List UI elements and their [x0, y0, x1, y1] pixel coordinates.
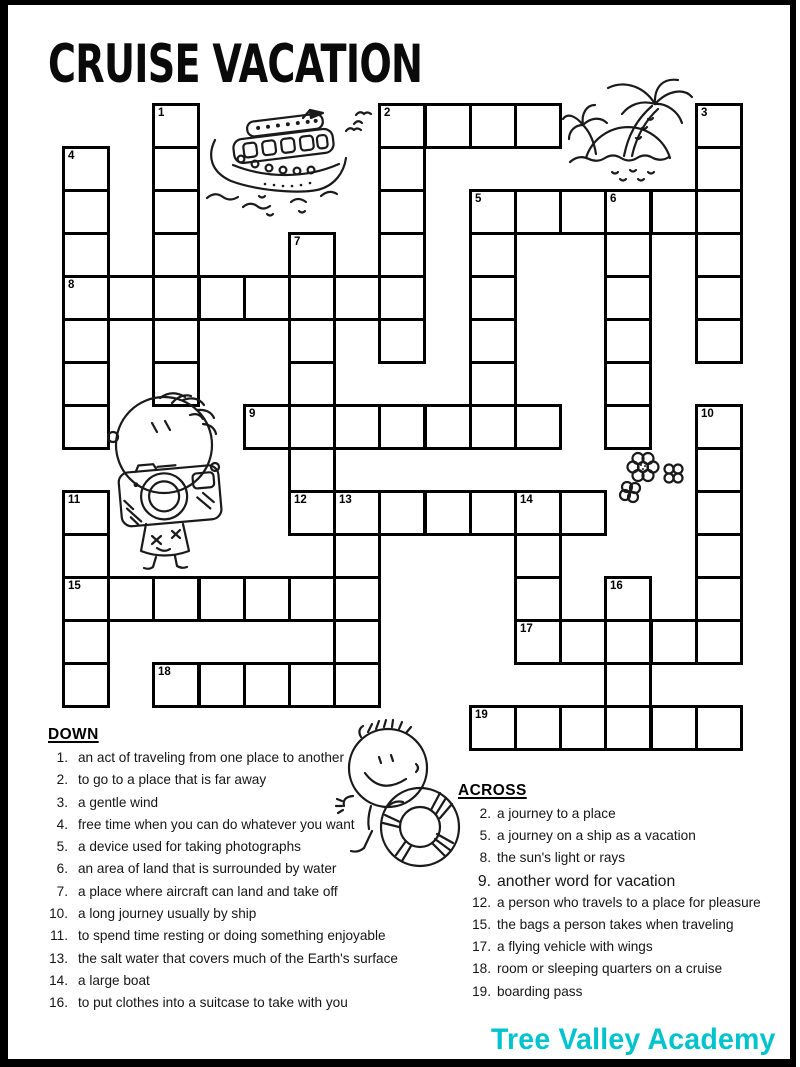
brand-footer: Tree Valley Academy — [491, 1023, 776, 1056]
island-illustration — [562, 76, 694, 184]
grid-cell[interactable] — [152, 146, 200, 192]
grid-cell[interactable] — [469, 361, 517, 407]
grid-cell[interactable] — [333, 533, 381, 579]
down-clues-section — [48, 726, 416, 1018]
clue-number: 2. — [56, 772, 68, 788]
grid-cell[interactable] — [514, 705, 562, 751]
grid-cell[interactable] — [604, 619, 652, 665]
grid-cell[interactable] — [514, 189, 562, 235]
grid-cell[interactable] — [198, 576, 246, 622]
clue-item — [48, 995, 416, 1017]
grid-cell[interactable] — [152, 103, 200, 149]
clue-text: to put clothes into a suitcase to take with you — [78, 995, 348, 1011]
cell-number: 3 — [701, 107, 708, 119]
camera-kid-illustration — [100, 381, 242, 571]
grid-cell[interactable] — [333, 275, 381, 321]
grid-cell[interactable] — [604, 232, 652, 278]
grid-cell[interactable] — [424, 103, 472, 149]
cell-number: 7 — [294, 236, 301, 248]
clue-text: a device used for taking photographs — [78, 839, 301, 855]
grid-cell[interactable] — [469, 103, 517, 149]
clue-text: free time when you can do whatever you want — [78, 816, 355, 832]
grid-cell[interactable] — [695, 189, 743, 235]
grid-cell[interactable] — [378, 490, 426, 536]
grid-cell[interactable] — [198, 662, 246, 708]
grid-cell[interactable] — [695, 275, 743, 321]
grid-cell[interactable] — [288, 662, 336, 708]
grid-cell[interactable] — [152, 189, 200, 235]
grid-cell[interactable] — [152, 318, 200, 364]
grid-cell[interactable] — [695, 103, 743, 149]
grid-cell[interactable] — [107, 576, 155, 622]
cell-number: 13 — [339, 494, 352, 506]
grid-cell[interactable] — [695, 232, 743, 278]
clue-number: 10. — [49, 906, 68, 922]
grid-cell[interactable] — [378, 103, 426, 149]
grid-cell[interactable] — [62, 662, 110, 708]
grid-cell[interactable] — [243, 275, 291, 321]
grid-cell[interactable] — [378, 232, 426, 278]
clue-number: 9. — [477, 872, 491, 890]
grid-cell[interactable] — [695, 318, 743, 364]
clue-item — [48, 772, 416, 794]
cell-number: 5 — [475, 193, 482, 205]
clue-text: boarding pass — [497, 983, 583, 999]
grid-cell[interactable] — [469, 490, 517, 536]
clue-text: a journey to a place — [497, 806, 616, 821]
down-clue-list — [48, 750, 416, 1018]
grid-cell[interactable] — [604, 404, 652, 450]
grid-cell[interactable] — [288, 447, 336, 493]
grid-cell[interactable] — [559, 619, 607, 665]
clue-text: the bags a person takes when traveling — [497, 916, 734, 932]
clue-item — [458, 984, 792, 1006]
clue-text: a gentle wind — [78, 794, 159, 810]
grid-cell[interactable] — [604, 275, 652, 321]
grid-cell[interactable] — [514, 103, 562, 149]
clue-item — [48, 906, 416, 928]
cell-number: 17 — [520, 623, 533, 635]
grid-cell[interactable] — [424, 490, 472, 536]
clue-text: the salt water that covers much of the Earth's surface — [78, 950, 398, 966]
clue-number: 18. — [472, 961, 491, 977]
grid-cell[interactable] — [469, 705, 517, 751]
clue-text: to spend time resting or doing something enjoyable — [78, 928, 386, 944]
clue-number: 16. — [49, 995, 68, 1011]
grid-cell[interactable] — [243, 662, 291, 708]
grid-cell[interactable] — [152, 275, 200, 321]
grid-cell[interactable] — [604, 705, 652, 751]
grid-cell[interactable] — [469, 318, 517, 364]
grid-cell[interactable] — [62, 189, 110, 235]
grid-cell[interactable] — [62, 232, 110, 278]
grid-cell[interactable] — [559, 189, 607, 235]
grid-cell[interactable] — [695, 447, 743, 493]
grid-cell[interactable] — [62, 318, 110, 364]
grid-cell[interactable] — [695, 705, 743, 751]
grid-cell[interactable] — [62, 275, 110, 321]
grid-cell[interactable] — [152, 576, 200, 622]
grid-cell[interactable] — [198, 275, 246, 321]
across-clue-list — [458, 806, 792, 1006]
clue-text: a journey on a ship as a vacation — [497, 828, 696, 844]
grid-cell[interactable] — [333, 662, 381, 708]
grid-cell[interactable] — [62, 619, 110, 665]
grid-cell[interactable] — [424, 404, 472, 450]
clue-item — [48, 928, 416, 950]
grid-cell[interactable] — [469, 275, 517, 321]
grid-cell[interactable] — [514, 576, 562, 622]
grid-cell[interactable] — [62, 146, 110, 192]
birds-icon — [344, 110, 374, 138]
clue-item — [48, 861, 416, 883]
clue-number: 3. — [56, 794, 68, 810]
grid-cell[interactable] — [333, 619, 381, 665]
grid-cell[interactable] — [514, 533, 562, 579]
clue-number: 17. — [472, 939, 491, 955]
grid-cell[interactable] — [288, 275, 336, 321]
grid-cell[interactable] — [695, 490, 743, 536]
grid-cell[interactable] — [62, 576, 110, 622]
clue-number: 8. — [479, 850, 491, 866]
clue-item — [458, 961, 792, 983]
clue-text: a place where aircraft can land and take off — [78, 883, 338, 899]
grid-cell[interactable] — [514, 490, 562, 536]
grid-cell[interactable] — [514, 404, 562, 450]
grid-cell[interactable] — [604, 361, 652, 407]
grid-cell[interactable] — [695, 146, 743, 192]
clue-number: 4. — [56, 816, 68, 832]
grid-cell[interactable] — [333, 576, 381, 622]
grid-cell[interactable] — [243, 576, 291, 622]
grid-cell[interactable] — [604, 662, 652, 708]
grid-cell[interactable] — [288, 576, 336, 622]
clue-item — [458, 828, 792, 850]
clue-number: 19. — [472, 983, 491, 999]
grid-cell[interactable] — [378, 189, 426, 235]
clue-text: an area of land that is surrounded by water — [78, 861, 337, 877]
grid-cell[interactable] — [469, 189, 517, 235]
grid-cell[interactable] — [288, 318, 336, 364]
flowers-illustration — [616, 450, 684, 504]
clue-number: 13. — [49, 950, 68, 966]
grid-cell[interactable] — [695, 576, 743, 622]
grid-cell[interactable] — [378, 275, 426, 321]
cell-number: 15 — [68, 580, 81, 592]
page-title: CRUISE VACATION — [48, 34, 423, 95]
grid-cell[interactable] — [107, 275, 155, 321]
cell-number: 2 — [384, 107, 391, 119]
clue-number: 5. — [56, 839, 68, 855]
clue-item — [458, 939, 792, 961]
grid-cell[interactable] — [288, 404, 336, 450]
grid-cell[interactable] — [650, 189, 698, 235]
cruise-ship-illustration — [203, 108, 353, 220]
clue-number: 14. — [49, 972, 68, 988]
cell-number: 1 — [158, 107, 165, 119]
grid-cell[interactable] — [378, 318, 426, 364]
grid-cell[interactable] — [604, 318, 652, 364]
grid-cell[interactable] — [333, 404, 381, 450]
clue-text: room or sleeping quarters on a cruise — [497, 961, 723, 977]
grid-cell[interactable] — [333, 490, 381, 536]
cell-number: 18 — [158, 666, 171, 678]
grid-cell[interactable] — [378, 404, 426, 450]
grid-cell[interactable] — [378, 146, 426, 192]
across-clues-section — [458, 782, 792, 1006]
clue-text: a person who travels to a place for pleasure — [497, 894, 761, 910]
clue-text: a long journey usually by ship — [78, 906, 257, 922]
clue-item — [48, 884, 416, 906]
clue-item — [458, 917, 792, 939]
clue-number: 2. — [479, 806, 491, 821]
cell-number: 19 — [475, 709, 488, 721]
clue-number: 11. — [50, 928, 68, 944]
clue-number: 15. — [472, 916, 491, 932]
grid-cell[interactable] — [695, 533, 743, 579]
clue-text: another word for vacation — [497, 872, 676, 890]
clue-item — [458, 806, 792, 828]
clue-number: 7. — [56, 883, 68, 899]
cell-number: 16 — [610, 580, 623, 592]
clue-number: 6. — [56, 861, 68, 877]
grid-cell[interactable] — [469, 404, 517, 450]
clue-number: 5. — [479, 828, 491, 844]
grid-cell[interactable] — [695, 404, 743, 450]
clue-text: a flying vehicle with wings — [497, 939, 653, 955]
grid-cell[interactable] — [469, 232, 517, 278]
clue-text: the sun's light or rays — [497, 850, 626, 866]
clue-text: an act of traveling from one place to another — [78, 750, 344, 765]
down-heading: DOWN — [48, 726, 99, 743]
grid-cell[interactable] — [514, 619, 562, 665]
clue-item — [458, 895, 792, 917]
clue-text: a large boat — [78, 972, 150, 988]
clue-item — [458, 873, 792, 895]
grid-cell[interactable] — [650, 705, 698, 751]
across-heading: ACROSS — [458, 782, 527, 799]
cell-number: 12 — [294, 494, 307, 506]
grid-cell[interactable] — [604, 576, 652, 622]
grid-cell[interactable] — [152, 662, 200, 708]
clue-item — [48, 795, 416, 817]
grid-cell[interactable] — [650, 619, 698, 665]
grid-cell[interactable] — [604, 189, 652, 235]
grid-cell[interactable] — [152, 232, 200, 278]
grid-cell[interactable] — [559, 490, 607, 536]
grid-cell[interactable] — [288, 232, 336, 278]
cell-number: 10 — [701, 408, 714, 420]
clue-item — [48, 839, 416, 861]
cell-number: 4 — [68, 150, 75, 162]
cell-number: 11 — [68, 494, 81, 506]
clue-item — [48, 750, 416, 772]
clue-item — [458, 850, 792, 872]
grid-cell[interactable] — [695, 619, 743, 665]
grid-cell[interactable] — [243, 404, 291, 450]
cell-number: 6 — [610, 193, 617, 205]
clue-item — [48, 951, 416, 973]
clue-item — [48, 973, 416, 995]
grid-cell[interactable] — [288, 361, 336, 407]
clue-text: to go to a place that is far away — [78, 772, 267, 788]
clue-number: 1. — [56, 750, 68, 765]
cell-number: 9 — [249, 408, 256, 420]
cell-number: 8 — [68, 279, 75, 291]
clue-item — [48, 817, 416, 839]
cell-number: 14 — [520, 494, 533, 506]
clue-number: 12. — [472, 894, 491, 910]
grid-cell[interactable] — [559, 705, 607, 751]
grid-cell[interactable] — [288, 490, 336, 536]
